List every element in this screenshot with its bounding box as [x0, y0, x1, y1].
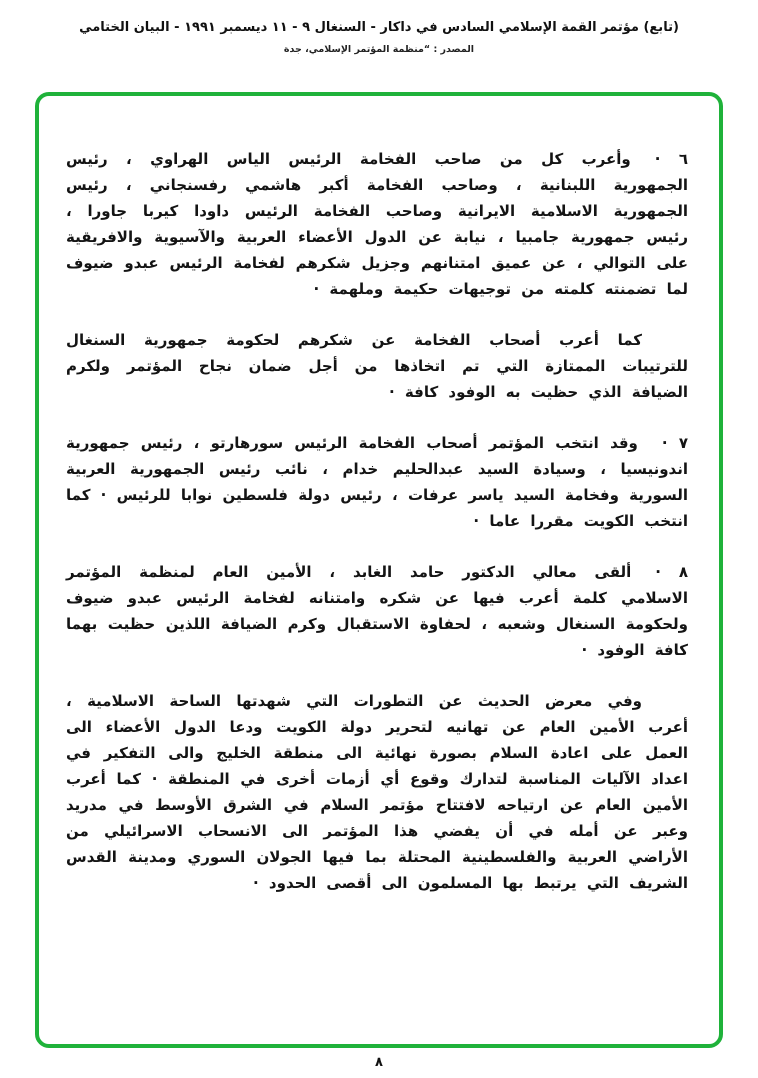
- paragraph-8-continuation-text: وفي معرض الحديث عن التطورات التي شهدتها الساحة الاسلامية ، أعرب الأمين العام عن تهانيه لتحرير دولة الكويت ودعا الدول الأعضاء الى العمل على اعادة السلام بصورة نهائية الى منطقة الخليج والى التفكير في اعداد الآليات المناسبة لتدارك وقوع أي أزمات أخرى في المنطقة · كما أعرب الأمين العام عن ارتياحه لافتتاح مؤتمر السلام في الشرق الأوسط في مدريد وعبر عن أمله في أن يفضي هذا المؤتمر الى الانسحاب الاسرائيلي من الأراضي العربية والفلسطينية المحتلة بما فيها الجولان السوري ومدينة القدس الشريف التي يرتبط بها المسلمون الى أقصى الحدود ·: [66, 692, 688, 892]
- paragraph-6-text: وأعرب كل من صاحب الفخامة الرئيس الياس الهراوي ، رئيس الجمهورية اللبنانية ، وصاحب الفخامة أكبر هاشمي رفسنجاني ، رئيس الجمهورية الاسلامية الايرانية وصاحب الفخامة الرئيس داودا كيربا جاورا ، رئيس جمهورية جامبيا ، نيابة عن الدول الأعضاء العربية والآسيوية والافريقية على التوالي ، عن عميق امتنانهم وجزيل شكرهم لفخامة الرئيس عبدو ضيوف لما تضمنته كلمته من توجيهات حكيمة وملهمة ·: [66, 150, 688, 298]
- paragraph-7-text: وقد انتخب المؤتمر أصحاب الفخامة الرئيس سورهارتو ، رئيس جمهورية اندونيسيا ، وسيادة السيد عبدالحليم خدام ، نائب رئيس الجمهورية العربية السورية وفخامة السيد ياسر عرفات ، رئيس دولة فلسطين نوابا للرئيس · كما انتخب الكويت مقررا عاما ·: [66, 434, 688, 530]
- document-body: [66, 146, 688, 896]
- paragraph-6: [66, 146, 688, 302]
- paragraph-6-continuation-text: كما أعرب أصحاب الفخامة عن شكرهم لحكومة جمهورية السنغال للترتيبات الممتازة التي تم اتخاذها من أجل ضمان نجاح المؤتمر ولكرم الضيافة الذي حظيت به الوفود كافة ·: [66, 331, 688, 401]
- page-number: ٨: [375, 1055, 383, 1070]
- paragraph-8-number: ٨ ·: [655, 563, 688, 581]
- document-title: (تابع) مؤتمر القمة الإسلامي السادس في داكار - السنغال ٩ - ١١ ديسمبر ١٩٩١ - البيان الختامي: [79, 20, 679, 35]
- paragraph-6-number: ٦ ·: [654, 150, 689, 168]
- paragraph-6-continuation: [66, 327, 688, 405]
- paragraph-8: [66, 559, 688, 663]
- paragraph-8-text: ألقى معالي الدكتور حامد الغابد ، الأمين العام لمنظمة المؤتمر الاسلامي كلمة أعرب فيها عن شكره وامتنانه لفخامة الرئيس عبدو ضيوف ولحكومة السنغال وشعبه ، لحفاوة الاستقبال وكرم الضيافة اللذين حظيت بهما كافة الوفود ·: [66, 563, 688, 659]
- paragraph-8-continuation: [66, 688, 688, 896]
- page-header: [0, 20, 758, 55]
- paragraph-7-number: ٧ ·: [661, 434, 689, 452]
- paragraph-7: [66, 430, 688, 534]
- source-line: المصدر : “منظمة المؤتمر الإسلامي، جدة: [283, 44, 475, 55]
